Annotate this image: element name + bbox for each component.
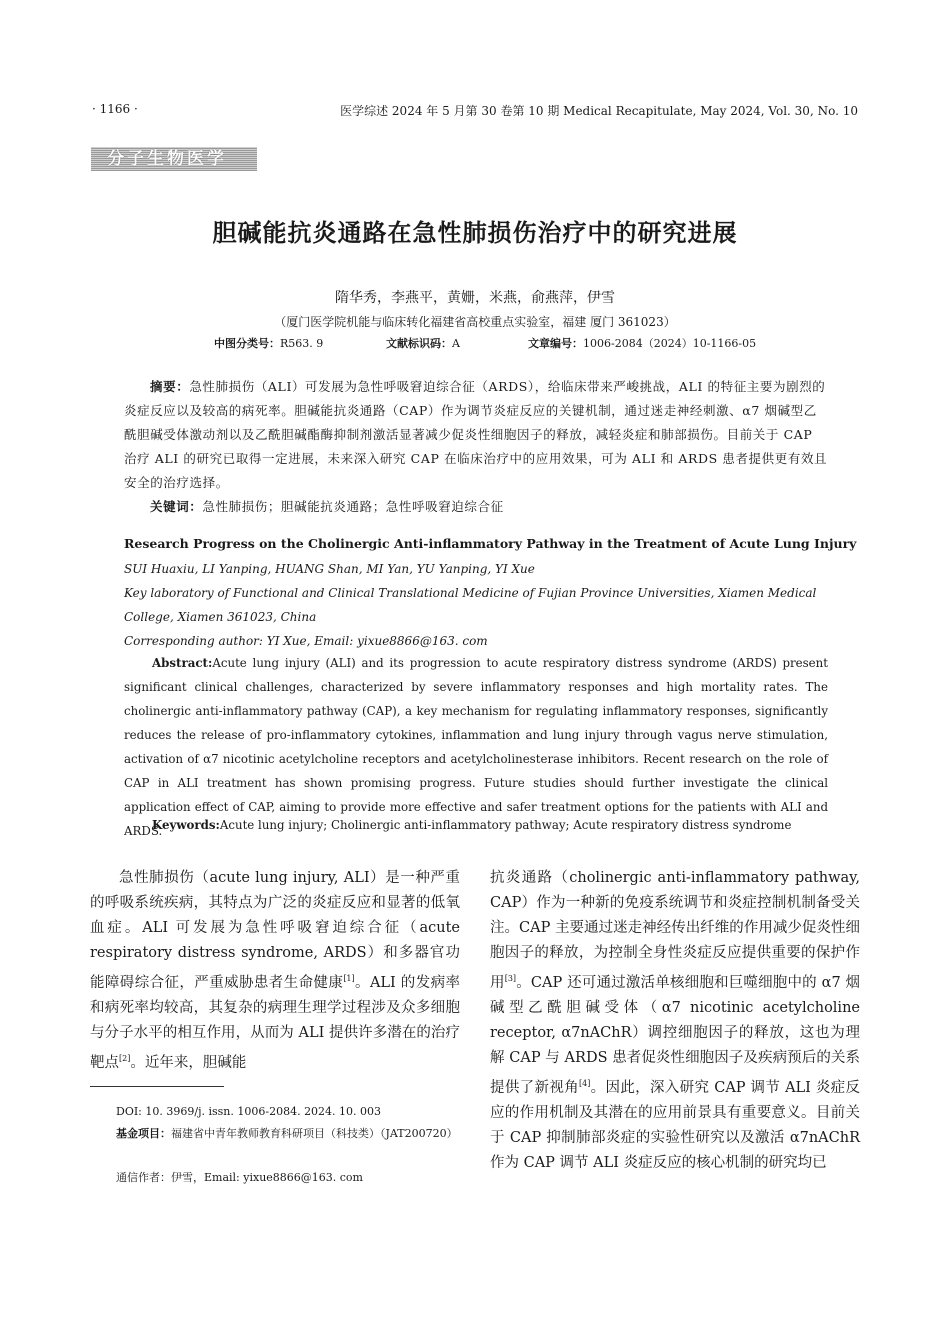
footnote-doi: DOI: 10. 3969/j. issn. 1006-2084. 2024. 10. 003 [116, 1105, 382, 1118]
chinese-keywords-label: 关键词： [150, 499, 203, 514]
english-keywords [152, 818, 791, 832]
document-code-label: 文献标识码： [386, 337, 452, 350]
funding-text: 福建省中青年教师教育科研项目（科技类）（JAT200720） [171, 1127, 458, 1140]
chinese-abstract [124, 375, 828, 495]
citation-ref-1[interactable]: [1] [343, 974, 355, 983]
english-title: Research Progress on the Cholinergic Anti-inflammatory Pathway in the Treatment of Acute Lung Injury [124, 536, 857, 551]
article-number-value: 1006-2084（2024）10-1166-05 [583, 337, 757, 350]
article-number-label: 文章编号： [528, 337, 583, 350]
section-label: 分子生物医学 [91, 147, 257, 171]
english-abstract-text: Acute lung injury (ALI) and its progression to acute respiratory distress syndrome (ARDS) present significant clinical challenges, characterized by severe inflammatory responses and high mortality rates. The cholinergic anti-inflammatory pathway (CAP), a key mechanism for regulating inflammatory responses, significantly reduces the release of pro-inflammatory cytokines, inflammation and lung injury through vagus nerve stimulation, activation of α7 nicotinic acetylcholine receptors and acetylcholinesterase inhibitors. Recent research on the role of CAP in ALI treatment has shown promising progress. Future studies should further investigate the clinical application effect of CAP, aiming to provide more effective and safer treatment options for the patients with ALI and ARDS. [124, 656, 828, 838]
footnote-corresponding: 通信作者：伊雪，Email: yixue8866@163. com [116, 1171, 363, 1184]
english-keywords-label: Keywords: [152, 818, 220, 832]
body-text: 。ALI 的发病率和病死率均较高，其复杂的病理生理学过程涉及众多细胞与分子水平的相互作用，从而为 ALI 提供许多潜在的治疗靶点 [90, 974, 460, 1071]
body-text: 。CAP 还可通过激活单核细胞和巨噬细胞中的 α7 烟碱型乙酰胆碱受体（α7 nicotinic acetylcholine receptor, α7nAChR）调控细胞因子的释放，这也为理解 CAP 与 ARDS 患者促炎性细胞因子及疾病预后的关系提供了新视角 [490, 974, 861, 1096]
english-abstract-label: Abstract: [152, 656, 213, 670]
document-code [386, 335, 460, 351]
body-column-left [90, 866, 460, 1076]
english-abstract [124, 651, 828, 843]
article-number [528, 335, 756, 351]
citation-ref-3[interactable]: [3] [504, 974, 517, 983]
footnote-funding [90, 1123, 460, 1145]
footnote-rule [90, 1086, 224, 1087]
running-head: 医学综述 2024 年 5 月第 30 卷第 10 期 Medical Recapitulate, May 2024, Vol. 30, No. 10 [340, 104, 858, 118]
english-keywords-text: Acute lung injury; Cholinergic anti-inflammatory pathway; Acute respiratory distress syndrome [219, 818, 792, 832]
body-column-right [490, 866, 860, 1176]
english-affiliation: Key laboratory of Functional and Clinical Translational Medicine of Fujian Province Universities, Xiamen Medical College, Xiamen 361023, China [124, 586, 817, 624]
citation-ref-4[interactable]: [4] [578, 1078, 591, 1088]
chinese-keywords [124, 495, 854, 519]
body-text: 。因此，深入研究 CAP 调节 ALI 炎症反应的作用机制及其潜在的应用前景具有重要意义。目前关于 CAP 抑制肺部炎症的实验性研究以及激活 α7nAChR 作为 CAP 调节 ALI 炎症反应的核心机制的研究均已 [490, 1079, 861, 1171]
body-text: 急性肺损伤（acute lung injury, ALI）是一种严重的呼吸系统疾病，其特点为广泛的炎症反应和显著的低氧血症。ALI 可发展为急性呼吸窘迫综合征（acute respiratory distress syndrome, ARDS）和多器官功能障碍综合征，严重威胁患者生命健康 [90, 870, 460, 991]
english-corresponding-author: Corresponding author: YI Xue, Email: yixue8866@163. com [124, 634, 488, 648]
classification-value: R563. 9 [280, 337, 324, 350]
english-authors: SUI Huaxiu, LI Yanping, HUANG Shan, MI Yan, YU Yanping, YI Xue [124, 562, 535, 576]
funding-label: 基金项目： [116, 1127, 171, 1140]
chinese-abstract-label: 摘要： [150, 379, 190, 394]
chinese-abstract-text: 急性肺损伤（ALI）可发展为急性呼吸窘迫综合征（ARDS），给临床带来严峻挑战，ALI 的特征主要为剧烈的炎症反应以及较高的病死率。胆碱能抗炎通路（CAP）作为调节炎症反应的关键机制，通过迷走神经刺激、α7 烟碱型乙酰胆碱受体激动剂以及乙酰胆碱酯酶抑制剂激活显著减少促炎性细胞因子的释放，减轻炎症和肺部损伤。目前关于 CAP 治疗 ALI 的研究已取得一定进展，未来深入研究 CAP 在临床治疗中的应用效果，可为 ALI 和 ARDS 患者提供更有效且安全的治疗选择。 [124, 379, 828, 490]
article-title: 胆碱能抗炎通路在急性肺损伤治疗中的研究进展 [212, 219, 738, 247]
chinese-keywords-text: 急性肺损伤；胆碱能抗炎通路；急性呼吸窘迫综合征 [202, 499, 504, 514]
authors: 隋华秀，李燕平，黄姗，米燕，俞燕萍，伊雪 [335, 290, 615, 306]
document-code-value: A [452, 337, 460, 350]
citation-ref-2[interactable]: [2] [119, 1053, 131, 1063]
affiliation: （厦门医学院机能与临床转化福建省高校重点实验室，福建 厦门 361023） [274, 315, 676, 329]
body-text: 。近年来，胆碱能 [130, 1054, 247, 1071]
body-text: 抗炎通路（cholinergic anti-inflammatory pathway, CAP）作为一种新的免疫系统调节和炎症控制机制备受关注。CAP 主要通过迷走神经传出纤维的作用减少促炎性细胞因子的释放，为控制全身性炎症反应提供重要的保护作用 [490, 870, 860, 991]
page-number: · 1166 · [92, 102, 138, 116]
classification-label: 中图分类号： [214, 337, 280, 350]
classification-number [214, 335, 323, 351]
